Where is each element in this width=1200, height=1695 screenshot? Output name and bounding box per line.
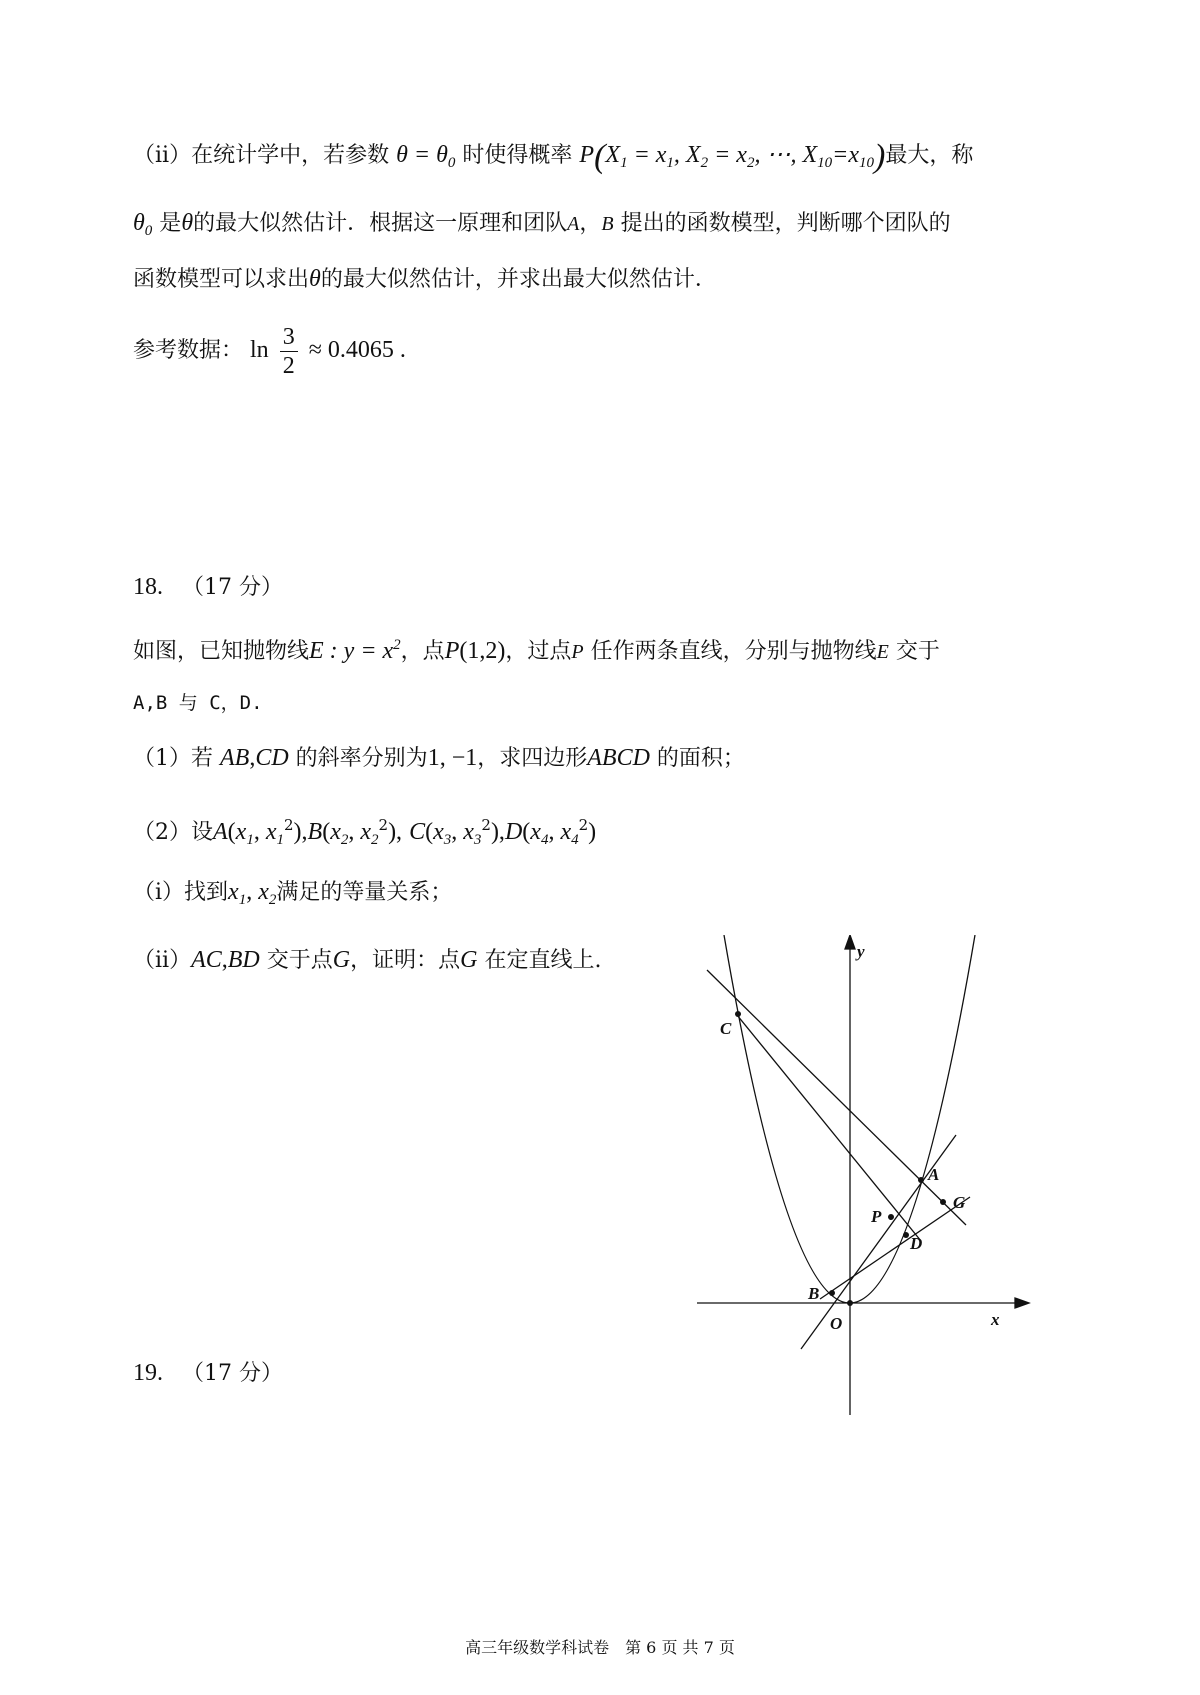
- q18-stem-text: 任作两条直线，分别与抛物线: [590, 639, 877, 664]
- label-g: G: [953, 1193, 966, 1212]
- line-bg: [820, 1197, 970, 1299]
- part-ii-text: 最大，称: [885, 143, 974, 168]
- math-ab-cd: AB: [220, 745, 250, 771]
- math-theta0: $\theta_0$: [133, 210, 153, 239]
- math-abcd: ABCD: [587, 745, 650, 771]
- q18-stem-text: 交于: [895, 639, 940, 664]
- fraction-denominator: 2: [282, 352, 295, 379]
- x-axis-arrow: [1015, 1298, 1029, 1308]
- part-ii-line-1: [133, 140, 973, 178]
- point-o: [847, 1300, 853, 1306]
- label-c: C: [720, 1019, 732, 1038]
- team-b: B: [601, 213, 614, 235]
- q18-part-2-label: （2）设: [133, 820, 213, 845]
- part-ii-text: 是: [159, 211, 182, 236]
- label-o: O: [830, 1314, 843, 1333]
- label-p: P: [871, 1207, 882, 1226]
- math-g: G: [332, 947, 351, 973]
- q18-score: （17 分）: [182, 575, 283, 600]
- q18-stem-text: 如图，已知抛物线: [133, 639, 310, 664]
- q18-stem-line-2: [133, 688, 263, 718]
- part-ii-text: 在统计学中，若参数: [191, 143, 390, 168]
- q18-part-2-ii-text: ，证明：点: [350, 948, 461, 973]
- reference-value: ≈ 0.4065 .: [308, 337, 406, 363]
- part-ii-text: 时使得概率: [462, 143, 573, 168]
- reference-data: [133, 322, 406, 380]
- math-parabola-e: E : $y = x^2$: [309, 637, 401, 664]
- math-e: E: [876, 641, 889, 663]
- part-ii-line-2: [133, 208, 951, 246]
- q19-number: 19.: [133, 1360, 163, 1386]
- q18-part-2-i-text: 满足的等量关系；: [276, 880, 453, 905]
- reference-fraction: [280, 323, 298, 380]
- math-points-cd: C: [409, 819, 426, 845]
- math-g: G: [460, 947, 478, 973]
- fraction-numerator: 3: [280, 323, 298, 352]
- label-d: D: [910, 1234, 923, 1253]
- q18-part-1: （1）若 AB,CD 的斜率分别为1, −1，求四边形ABCD 的面积；: [133, 745, 745, 771]
- math-slopes: 1, −1: [427, 745, 478, 771]
- math-point-p-coords: (1,2): [459, 638, 506, 664]
- label-y: y: [857, 942, 865, 961]
- line-cd: [737, 1015, 921, 1241]
- math-point-p: P: [444, 638, 460, 664]
- q18-part-2-ii-text: 交于点: [266, 948, 333, 973]
- q18-part-2: （2）设$A(x_1$, $x_1^2),B(x_2$, $x_2^2$), $C(x_3$, $x_3^2),D(x_4$, $x_4^2$): [133, 816, 597, 848]
- q18-stem-line-1: [133, 630, 940, 667]
- q18-stem-text: ，过点: [505, 639, 572, 664]
- part-ii-text: 的最大似然估计．根据这一原理和团队: [193, 211, 568, 236]
- team-a: A: [567, 213, 580, 235]
- part-ii-text: ，: [579, 211, 602, 236]
- point-c: [735, 1011, 741, 1017]
- q18-stem-text: A,B 与 C，D.: [133, 692, 263, 714]
- q18-part-1-text: ，求四边形: [477, 746, 588, 771]
- line-ca: [707, 970, 966, 1225]
- q18-part-2-i-label: （ⅰ）找到: [133, 880, 229, 905]
- part-ii-text: 提出的函数模型，判断哪个团队的: [620, 211, 951, 236]
- q18-number: 18.: [133, 574, 163, 600]
- point-d: [903, 1232, 909, 1238]
- math-probability: $P(X_1 = x_1$, $X_2 = x_2$, ⋯, $X_{10}=x_{10}$): [579, 138, 886, 175]
- reference-label: 参考数据：: [133, 338, 244, 363]
- q18-stem-text: ，点: [400, 639, 445, 664]
- point-g: [940, 1199, 946, 1205]
- math-theta: θ: [181, 210, 194, 236]
- part-ii-text: 函数模型可以求出: [133, 267, 310, 292]
- label-a: A: [928, 1165, 940, 1184]
- math-theta-eq: $\theta = \theta_0$: [396, 142, 456, 171]
- point-p: [888, 1214, 894, 1220]
- q18-part-2-ii-label: （ⅱ）: [133, 948, 192, 973]
- math-points-ab: A: [213, 819, 228, 845]
- q18-part-1-text: 的面积；: [656, 746, 745, 771]
- reference-ln: ln: [250, 337, 269, 363]
- math-x1-x2: $x_1$: [228, 879, 247, 908]
- page-footer: 高三年级数学科试卷 第 6 页 共 7 页: [465, 1638, 735, 1657]
- parabola-figure: [697, 935, 1037, 1425]
- part-ii-label: （ⅱ）: [133, 143, 192, 168]
- point-b: [829, 1290, 835, 1296]
- math-p: P: [571, 641, 584, 663]
- math-theta: θ: [309, 266, 321, 292]
- part-ii-text: 的最大似然估计，并求出最大似然估计．: [320, 267, 717, 292]
- y-axis-arrow: [845, 935, 855, 949]
- q18-part-1-label: （1）若: [133, 746, 213, 771]
- q18-part-2-ii-text: 在定直线上.: [484, 948, 602, 973]
- part-ii-line-3: [133, 264, 717, 295]
- q18-header: [133, 572, 283, 603]
- figure-points: [735, 1011, 946, 1306]
- q18-part-2-ii: （ⅱ）AC,BD 交于点G，证明：点G 在定直线上.: [133, 947, 602, 973]
- q19-score: （17 分）: [182, 1361, 283, 1386]
- label-b: B: [808, 1284, 820, 1303]
- point-a: [918, 1177, 924, 1183]
- q19-header: [133, 1358, 283, 1389]
- q18-part-2-i: （ⅰ）找到$x_1$, $x_2$满足的等量关系；: [133, 879, 453, 908]
- q18-part-1-text: 的斜率分别为: [295, 746, 428, 771]
- label-x: x: [991, 1310, 1000, 1329]
- math-ac-bd: AC: [191, 947, 222, 973]
